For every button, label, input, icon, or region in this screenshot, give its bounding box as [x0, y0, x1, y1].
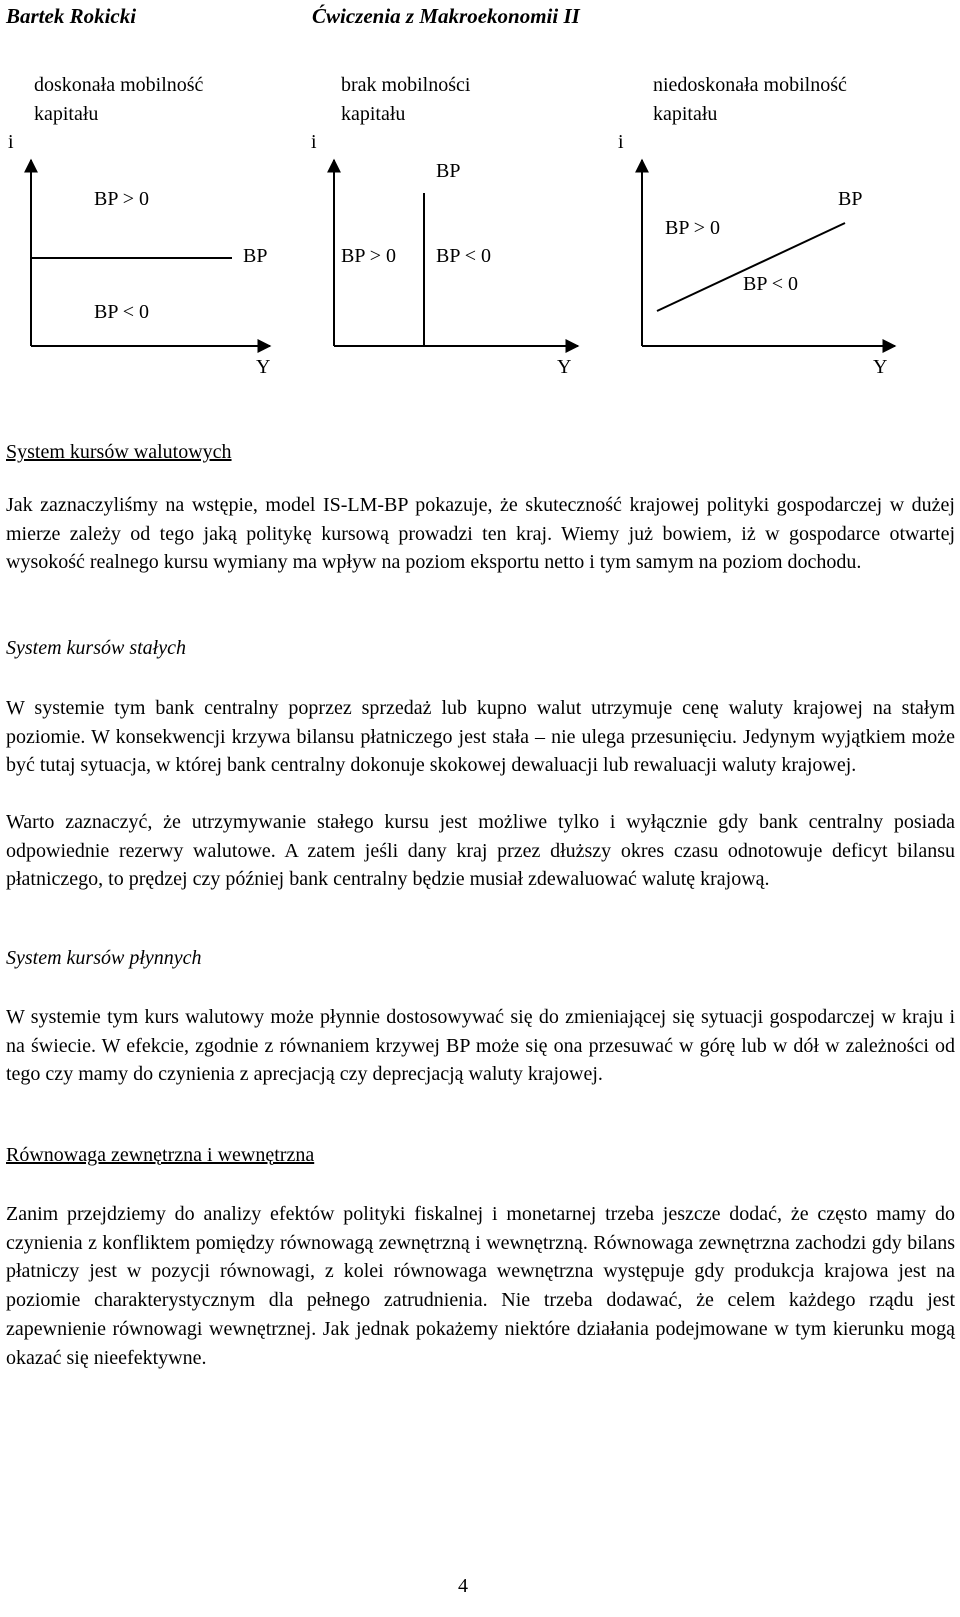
- diagram-2-y-axis-label: i: [311, 131, 317, 153]
- diagram-1-bp-label: BP: [243, 245, 268, 267]
- section-heading-floating-rates: System kursów płynnych: [6, 947, 202, 969]
- header-author: Bartek Rokicki: [6, 4, 137, 28]
- diagram-3-y-axis-label: i: [618, 131, 624, 153]
- diagram-1-above-label: BP > 0: [94, 188, 149, 210]
- diagram-1-below-label: BP < 0: [94, 301, 149, 323]
- section-heading-equilibrium: Równowaga zewnętrzna i wewnętrzna: [6, 1144, 315, 1166]
- diagram-1-axes: [31, 160, 270, 346]
- page-number: 4: [458, 1575, 468, 1597]
- diagram-2-right-label: BP < 0: [436, 245, 491, 267]
- diagram-2-bp-label: BP: [436, 160, 461, 182]
- section-heading-exchange-systems: System kursów walutowych: [6, 441, 232, 463]
- diagram-3-x-axis-label: Y: [873, 356, 888, 378]
- paragraph-floating: W systemie tym kurs walutowy może płynnie dostosowywać się do zmieniającej się sytuacji gospodarczej w kraju i na świecie. W efekcie, zgodnie z równaniem krzywej BP może się ona przesuwać w górę lub w dół w zależności od tego czy mamy do czynienia z aprecjacją czy deprecjacją waluty krajowej.: [6, 1006, 955, 1086]
- paragraph-fixed-2: Warto zaznaczyć, że utrzymywanie stałego kursu jest możliwe tylko i wyłącznie gdy bank centralny posiada odpowiednie rezerwy walutowe. A zatem jeśli dany kraj przez dłuższy okres czasu odnotowuje deficyt bilansu płatniczego, to prędzej czy później bank centralny będzie musiał zdewaluować walutę krajową.: [6, 811, 955, 891]
- diagram-1-title-line2: kapitału: [34, 103, 99, 125]
- diagram-2-x-axis-label: Y: [557, 356, 572, 378]
- diagram-3-below-label: BP < 0: [743, 273, 798, 295]
- diagram-3-title-line2: kapitału: [653, 103, 718, 125]
- diagram-3-bp-label: BP: [838, 188, 863, 210]
- diagram-3-title-line1: niedoskonała mobilność: [653, 74, 847, 96]
- diagram-2-left-label: BP > 0: [341, 245, 396, 267]
- diagram-2-title-line2: kapitału: [341, 103, 406, 125]
- header-title: Ćwiczenia z Makroekonomii II: [312, 4, 580, 28]
- paragraph-equilibrium: Zanim przejdziemy do analizy efektów polityki fiskalnej i monetarnej trzeba jeszcze dodać, że często mamy do czynienia z konfliktem pomiędzy równowagą zewnętrzną i wewnętrzną. Równowaga zewnętrzna zachodzi gdy bilans płatniczy jest w pozycji równowagi, z kolei równowaga wewnętrzna występuje gdy produkcja krajowa jest na poziomie charakterystycznym dla pełnego zatrudnienia. Nie trzeba dodawać, że celem każdego rządu jest zapewnienie równowagi wewnętrznej. Jak jednak pokażemy niektóre działania podejmowane w tym kierunku mogą okazać się nieefektywne.: [6, 1203, 955, 1369]
- diagram-1-x-axis-label: Y: [256, 356, 271, 378]
- diagram-3-above-label: BP > 0: [665, 217, 720, 239]
- diagram-2-title-line1: brak mobilności: [341, 74, 471, 96]
- diagram-1-title-line1: doskonała mobilność: [34, 74, 204, 96]
- paragraph-fixed-1: W systemie tym bank centralny poprzez sprzedaż lub kupno walut utrzymuje cenę waluty krajowej na stałym poziomie. W konsekwencji krzywa bilansu płatniczego jest stała – nie ulega przesunięciu. Jedynym wyjątkiem może być tutaj sytuacja, w której bank centralny dokonuje skokowej dewaluacji lub rewaluacji waluty krajowej.: [6, 697, 955, 777]
- paragraph-intro: Jak zaznaczyliśmy na wstępie, model IS-LM-BP pokazuje, że skuteczność krajowej polityki gospodarczej w dużej mierze zależy od tego jaką politykę kursową prowadzi ten kraj. Wiemy już bowiem, iż w gospodarce otwartej wysokość realnego kursu wymiany ma wpływ na poziom eksportu netto i tym samym na poziom dochodu.: [6, 494, 955, 574]
- diagram-1-y-axis-label: i: [8, 131, 14, 153]
- section-heading-fixed-rates: System kursów stałych: [6, 637, 186, 659]
